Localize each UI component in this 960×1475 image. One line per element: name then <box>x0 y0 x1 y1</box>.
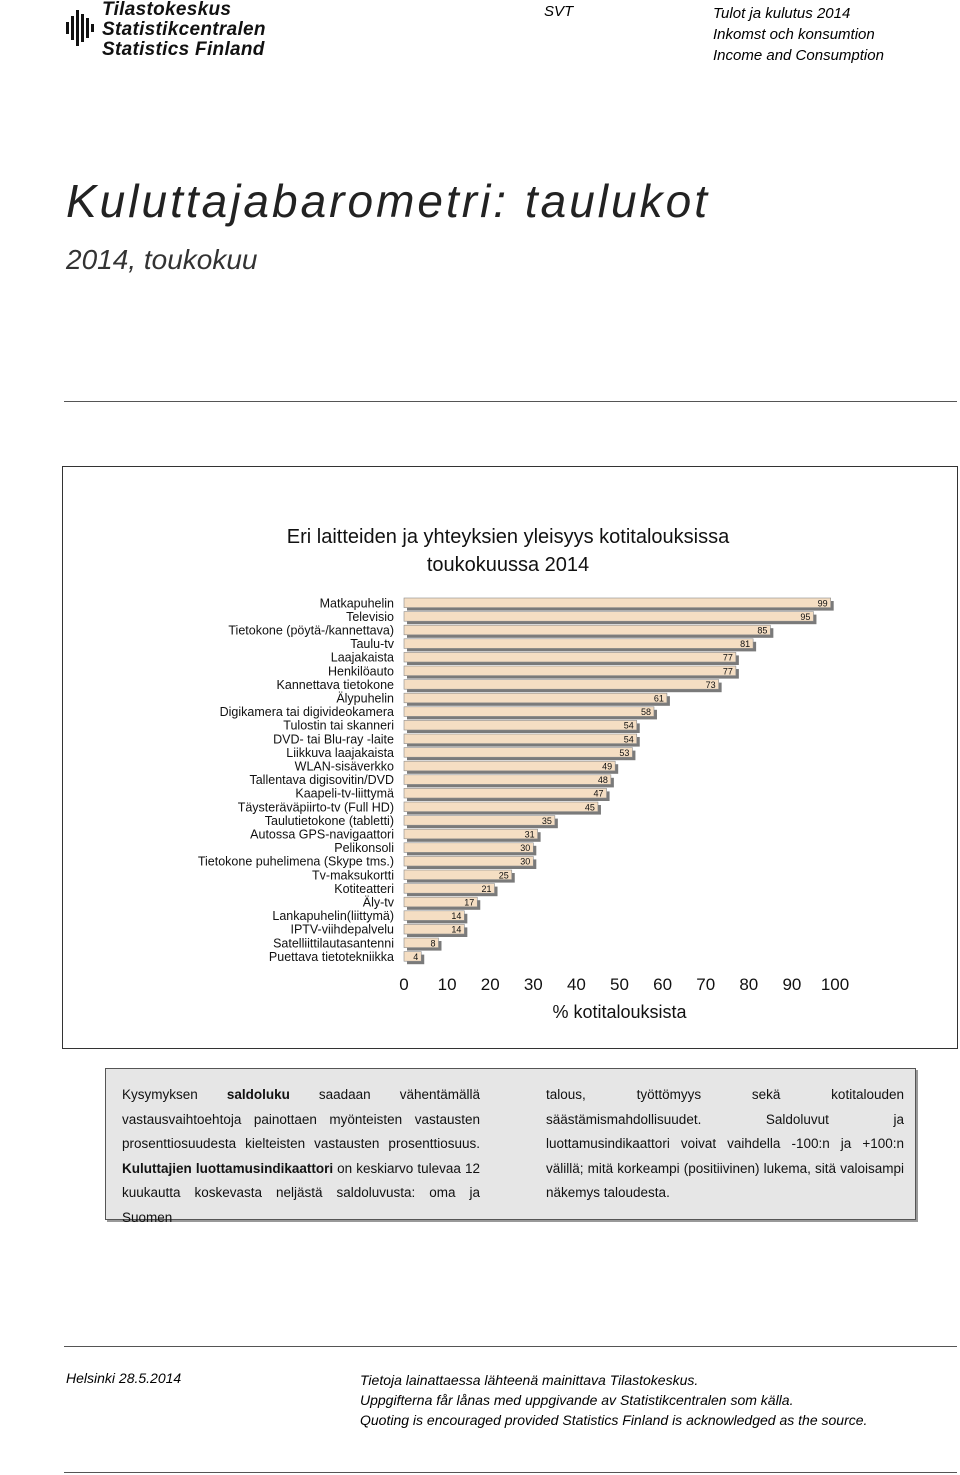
topic-line-sv: Inkomst och konsumtion <box>713 26 875 43</box>
category-label: Tallentava digisovitin/DVD <box>249 773 394 788</box>
bar <box>404 843 533 853</box>
bar <box>404 707 654 717</box>
value-label: 14 <box>451 911 462 922</box>
bar <box>404 802 598 812</box>
x-tick-label: 70 <box>696 975 716 994</box>
value-label: 99 <box>817 598 828 609</box>
x-tick-label: 50 <box>610 975 629 994</box>
category-label: Tietokone puhelimena (Skype tms.) <box>197 854 394 869</box>
category-label: WLAN-sisäverkko <box>294 759 394 774</box>
bar <box>404 816 555 826</box>
value-label: 73 <box>705 679 716 690</box>
value-label: 85 <box>757 625 768 636</box>
value-label: 8 <box>430 938 436 949</box>
category-label: Taulu-tv <box>350 637 394 652</box>
category-label: Digikamera tai digivideokamera <box>219 705 394 720</box>
info-text: on keskiarvo tulevaa 12 kuukautta koskevasta neljästä saldoluvusta: oma ja Suomen <box>122 1160 480 1225</box>
citation-line-fi: Tietoja lainattaessa lähteenä mainittava Tilastokeskus. <box>360 1372 699 1388</box>
value-label: 4 <box>413 951 419 962</box>
x-tick-label: 90 <box>782 975 802 994</box>
logo-line-en: Statistics Finland <box>102 39 265 60</box>
category-label: Puettava tietotekniikka <box>268 949 394 964</box>
logo-line-sv: Statistikcentralen <box>102 19 266 40</box>
topic-line-fi: Tulot ja kulutus 2014 <box>713 5 851 22</box>
footer-place-date: Helsinki 28.5.2014 <box>66 1370 182 1386</box>
citation-line-en: Quoting is encouraged provided Statistics Finland is acknowledged as the source. <box>360 1412 868 1428</box>
logo-line-fi: Tilastokeskus <box>102 0 232 20</box>
chart-title-line: Eri laitteiden ja yhteyksien yleisyys kotitalouksissa <box>286 526 730 548</box>
bar <box>404 598 831 608</box>
category-label: Kannettava tietokone <box>276 677 394 692</box>
category-label: Kaapeli-tv-liittymä <box>295 786 394 801</box>
value-label: 54 <box>623 734 634 745</box>
category-label: Tietokone (pöytä-/kannettava) <box>228 623 394 638</box>
bar <box>404 788 607 798</box>
x-tick-label: 100 <box>820 975 850 994</box>
divider-end <box>64 1472 957 1473</box>
bar <box>404 748 632 758</box>
category-label: Satelliittilautasantenni <box>273 936 394 951</box>
value-label: 21 <box>481 883 492 894</box>
category-label: DVD- tai Blu-ray -laite <box>273 732 394 747</box>
category-label: Tv-maksukortti <box>312 868 394 883</box>
page-subtitle: 2014, toukokuu <box>66 244 258 275</box>
info-text-column-1 <box>122 1083 480 1231</box>
bar <box>404 775 611 785</box>
bar <box>404 870 512 880</box>
value-label: 14 <box>451 924 462 935</box>
category-label: Matkapuhelin <box>319 596 394 611</box>
bar <box>404 666 736 676</box>
bar <box>404 761 615 771</box>
divider-bottom <box>64 1346 957 1347</box>
value-label: 30 <box>520 843 531 854</box>
value-label: 48 <box>597 775 608 786</box>
value-label: 81 <box>740 639 751 650</box>
bar <box>404 720 637 730</box>
bar <box>404 829 538 839</box>
category-label: Täysteräväpiirto-tv (Full HD) <box>237 800 394 815</box>
value-label: 54 <box>623 720 634 731</box>
category-label: IPTV-viihdepalvelu <box>290 922 394 937</box>
category-label: Autossa GPS-navigaattori <box>250 827 394 842</box>
category-label: Tulostin tai skanneri <box>283 718 394 733</box>
category-label: Televisio <box>346 609 394 624</box>
value-label: 30 <box>520 856 531 867</box>
info-term: saldoluku <box>226 1087 290 1102</box>
info-term: Kuluttajien luottamusindikaattori <box>122 1160 334 1176</box>
info-text-column-2: talous, työttömyys sekä kotitalouden säästämismahdollisuudet. Saldoluvut ja luottamusindikaattori voivat vaihdella -100:n ja +100:n välillä; mitä korkeampi (positiivinen) lukema, sitä valoisampi näkemys taloudesta. <box>546 1087 904 1201</box>
x-tick-label: 10 <box>437 975 457 994</box>
x-tick-label: 80 <box>739 975 759 994</box>
value-label: 77 <box>722 652 733 663</box>
bar <box>404 625 770 635</box>
value-label: 31 <box>524 829 535 840</box>
info-text: saadaan vähentämällä vastausvaihtoehtoja painottaen myönteisten vastausten prosenttiosuudesta kielteisten vastausten prosenttiosuus. <box>122 1087 480 1152</box>
x-tick-label: 30 <box>523 975 543 994</box>
bar <box>404 693 667 703</box>
category-label: Pelikonsoli <box>334 841 394 856</box>
value-label: 58 <box>640 707 651 718</box>
category-label: Laajakaista <box>330 650 394 665</box>
bar <box>404 639 753 649</box>
bar <box>404 856 533 866</box>
bar <box>404 680 719 690</box>
bar <box>404 652 736 662</box>
series-code: SVT <box>544 3 574 20</box>
info-box <box>105 1068 916 1225</box>
category-label: Kotiteatteri <box>334 881 394 896</box>
category-label: Lankapuhelin(liittymä) <box>272 909 394 924</box>
value-label: 45 <box>584 802 595 813</box>
category-label: Äly-tv <box>362 895 394 910</box>
x-axis-label: % kotitalouksista <box>552 1002 687 1022</box>
value-label: 49 <box>602 761 613 772</box>
bar <box>404 734 637 744</box>
value-label: 61 <box>653 693 664 704</box>
citation-line-sv: Uppgifterna får lånas med uppgivande av Statistikcentralen som källa. <box>360 1392 794 1408</box>
category-label: Liikkuva laajakaista <box>286 745 394 760</box>
bar <box>404 612 813 622</box>
topic-line-en: Income and Consumption <box>713 47 884 64</box>
x-tick-label: 60 <box>653 975 673 994</box>
category-label: Henkilöauto <box>327 664 394 679</box>
x-tick-label: 40 <box>566 975 586 994</box>
value-label: 25 <box>498 870 509 881</box>
value-label: 95 <box>800 611 811 622</box>
value-label: 77 <box>722 666 733 677</box>
page-title: Kuluttajabarometri: taulukot <box>66 175 710 227</box>
footer-citation <box>360 1370 867 1430</box>
category-label: Älypuhelin <box>336 691 394 706</box>
value-label: 35 <box>541 815 552 826</box>
chart-title-line: toukokuussa 2014 <box>426 554 590 576</box>
value-label: 47 <box>593 788 604 799</box>
value-label: 17 <box>464 897 475 908</box>
category-label: Taulutietokone (tabletti) <box>264 813 394 828</box>
info-text: Kysymyksen <box>122 1087 227 1102</box>
value-label: 53 <box>619 747 630 758</box>
x-tick-label: 0 <box>399 975 409 994</box>
x-tick-label: 20 <box>480 975 500 994</box>
